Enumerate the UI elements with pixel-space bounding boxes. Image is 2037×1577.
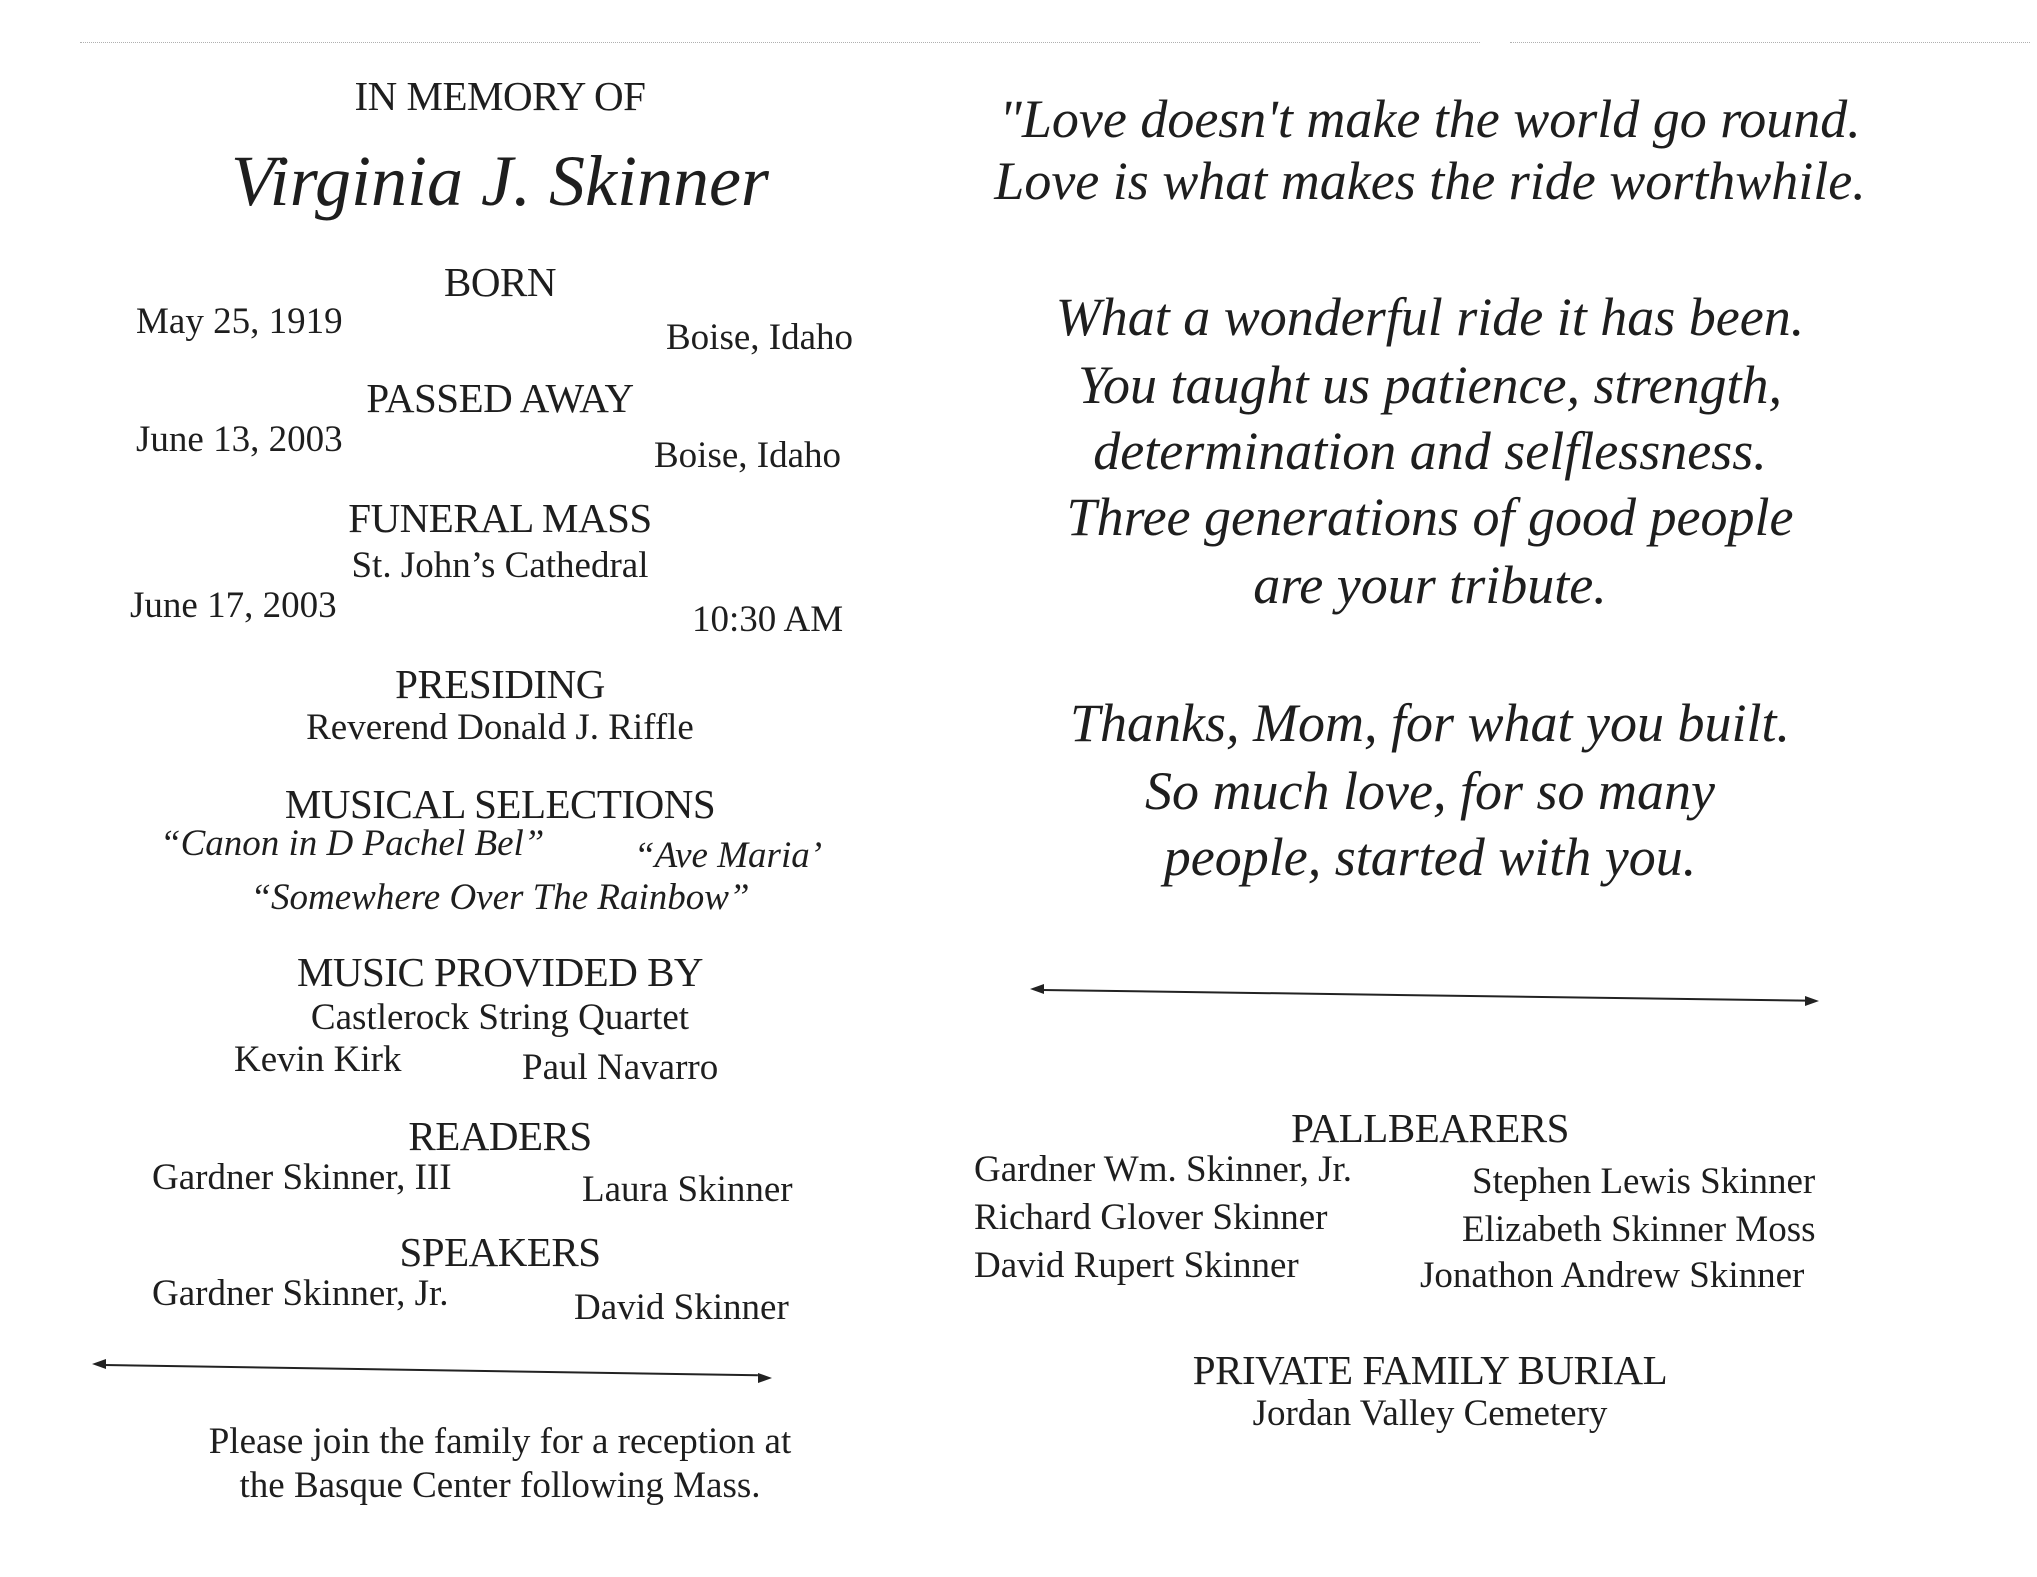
funeral-date: June 17, 2003: [130, 585, 337, 626]
presiding-heading: PRESIDING: [395, 661, 605, 707]
stanza2-line-3: people, started with you.: [1163, 827, 1697, 887]
musician-paul: Paul Navarro: [522, 1047, 719, 1088]
right-panel: [950, 0, 1910, 1577]
pallbearer-2: Stephen Lewis Skinner: [1472, 1161, 1816, 1202]
pallbearers-heading: PALLBEARERS: [1291, 1105, 1569, 1151]
memory-heading: IN MEMORY OF: [354, 73, 646, 119]
funeral-time: 10:30 AM: [692, 599, 844, 640]
reception-line-1: Please join the family for a reception at: [208, 1421, 792, 1462]
pallbearer-5: David Rupert Skinner: [974, 1245, 1299, 1286]
funeral-heading: FUNERAL MASS: [348, 495, 652, 541]
musician-kevin: Kevin Kirk: [234, 1039, 402, 1080]
left-panel: [120, 0, 900, 1577]
presiding-name: Reverend Donald J. Riffle: [306, 707, 694, 748]
stanza1-line-1: What a wonderful ride it has been.: [1055, 287, 1805, 347]
funeral-location: St. John’s Cathedral: [351, 545, 649, 586]
stanza1-line-4: Three generations of good people: [1066, 487, 1794, 547]
stanza1-line-5: are your tribute.: [1253, 555, 1607, 615]
passed-date: June 13, 2003: [136, 419, 343, 460]
pallbearer-1: Gardner Wm. Skinner, Jr.: [974, 1149, 1353, 1190]
reception-line-2: the Basque Center following Mass.: [239, 1465, 761, 1506]
reader-laura: Laura Skinner: [582, 1169, 793, 1210]
passed-place: Boise, Idaho: [654, 435, 842, 476]
divider-rule: [104, 1364, 758, 1376]
stanza1-line-2: You taught us patience, strength,: [1077, 355, 1782, 415]
music-group: Castlerock String Quartet: [310, 997, 690, 1038]
divider-rule: [1042, 989, 1806, 1002]
song-rainbow: “Somewhere Over The Rainbow”: [250, 877, 750, 918]
speakers-heading: SPEAKERS: [399, 1229, 601, 1275]
quote-line-1: "Love doesn't make the world go round.: [999, 89, 1861, 149]
burial-heading: PRIVATE FAMILY BURIAL: [1192, 1347, 1668, 1393]
song-ave-maria: “Ave Maria’: [634, 835, 823, 876]
passed-heading: PASSED AWAY: [366, 375, 634, 421]
pallbearer-4: Elizabeth Skinner Moss: [1462, 1209, 1816, 1250]
stanza2-line-1: Thanks, Mom, for what you built.: [1069, 693, 1790, 753]
pallbearer-3: Richard Glover Skinner: [974, 1197, 1328, 1238]
speaker-david: David Skinner: [574, 1287, 789, 1328]
burial-place: Jordan Valley Cemetery: [1252, 1393, 1608, 1434]
born-heading: BORN: [444, 259, 556, 305]
born-place: Boise, Idaho: [666, 317, 854, 358]
musical-heading: MUSICAL SELECTIONS: [284, 781, 716, 827]
born-date: May 25, 1919: [136, 301, 343, 342]
song-canon: “Canon in D Pachel Bel”: [160, 823, 545, 864]
divider-arrow-right: [1805, 996, 1819, 1006]
deceased-name: Virginia J. Skinner: [231, 141, 769, 221]
stanza2-line-2: So much love, for so many: [1145, 761, 1715, 821]
readers-heading: READERS: [408, 1113, 592, 1159]
music-by-heading: MUSIC PROVIDED BY: [296, 949, 704, 995]
quote-line-2: Love is what makes the ride worthwhile.: [994, 151, 1866, 211]
stanza1-line-3: determination and selflessness.: [1093, 421, 1767, 481]
pallbearer-6: Jonathon Andrew Skinner: [1420, 1255, 1805, 1296]
reader-gardner: Gardner Skinner, III: [152, 1157, 452, 1198]
speaker-gardner: Gardner Skinner, Jr.: [152, 1273, 449, 1314]
divider-arrow-right: [758, 1373, 772, 1383]
